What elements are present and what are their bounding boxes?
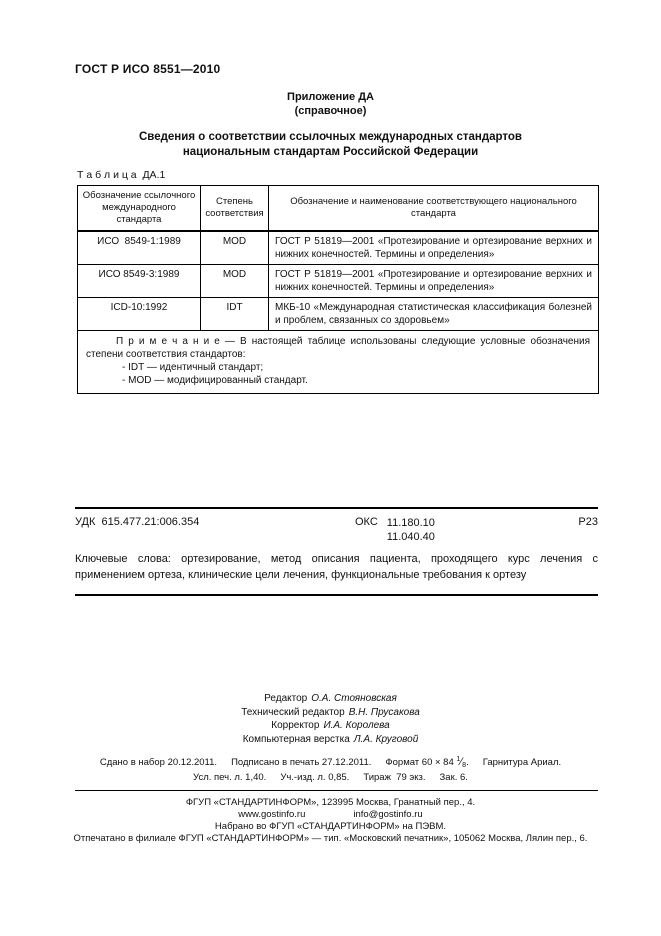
cell-reference: ИСО 8549-1:1989 xyxy=(78,231,201,265)
doc-number: ГОСТ Р ИСО 8551—2010 xyxy=(75,62,221,76)
annex-title: Приложение ДА xyxy=(287,91,374,103)
correspondence-table xyxy=(77,185,599,394)
print-run: Тираж 79 экз. xyxy=(363,772,426,783)
horizontal-rule-top xyxy=(75,507,598,509)
keywords-paragraph: Ключевые слова: ортезирование, метод описания пациента, проходящего курс лечения с применением ортеза, клинические цели лечения, функциональные требования к ортезу xyxy=(75,553,598,581)
staff-name: О.А. Стояновская xyxy=(311,693,397,704)
udk-code: УДК 615.477.21:006.354 xyxy=(75,516,200,528)
printed-note: Отпечатано в филиале ФГУП «СТАНДАРТИНФОРМ» — тип. «Московский печатник», 105062 Москва, Лялин пер., 6. xyxy=(73,833,588,844)
col-header-reference-standard: Обозначение ссылочного международного стандарта xyxy=(78,186,201,232)
col-header-national-standard: Обозначение и наименование соответствующего национального стандарта xyxy=(269,186,599,232)
cell-national: МКБ-10 «Международная статистическая классификация болезней и проблем, связанных со здоровьем» xyxy=(269,298,599,331)
oks-values xyxy=(387,516,435,544)
publisher-website: www.gostinfo.ru xyxy=(238,809,306,820)
table-note-row xyxy=(78,331,599,394)
imprint-line-2 xyxy=(0,772,661,783)
oks-label: ОКС xyxy=(355,516,378,528)
cell-degree: IDT xyxy=(201,298,269,331)
staff-line-tech-editor xyxy=(0,706,661,720)
cell-reference: ИСО 8549-3:1989 xyxy=(78,265,201,298)
note-text: — В настоящей таблице использованы следующие условные обозначения степени соответствия стандартов: xyxy=(86,336,591,360)
oks-value-2: 11.040.40 xyxy=(386,531,435,543)
cell-national: ГОСТ Р 51819—2001 «Протезирование и ортезирование верхних и нижних конечностей. Термины и определения» xyxy=(269,265,599,298)
doc-index: Р23 xyxy=(578,516,598,528)
staff-line-corrector xyxy=(0,719,661,733)
sign-date: Подписано в печать 27.12.2011. xyxy=(231,757,372,768)
format-frac-slash: ⁄ xyxy=(460,756,463,768)
classification-row xyxy=(75,516,598,548)
staff-role: Корректор xyxy=(271,720,320,731)
horizontal-rule-middle xyxy=(75,594,598,596)
publisher-email: info@gostinfo.ru xyxy=(353,809,423,820)
cell-degree: MOD xyxy=(201,265,269,298)
staff-line-layout xyxy=(0,733,661,747)
set-date: Сдано в набор 20.12.2011. xyxy=(99,757,218,768)
staff-role: Компьютерная верстка xyxy=(242,733,350,745)
horizontal-rule-bottom xyxy=(75,790,598,791)
annex-subtitle: (справочное) xyxy=(294,105,367,117)
staff-role: Технический редактор xyxy=(241,706,345,718)
table-header-row xyxy=(78,186,599,232)
table-row xyxy=(78,265,599,298)
conventional-sheets: Усл. печ. л. 1,40. xyxy=(193,772,267,783)
staff-name: В.Н. Прусакова xyxy=(348,706,420,718)
staff-role: Редактор xyxy=(264,693,308,704)
table-caption: Т а б л и ц а ДА.1 xyxy=(77,169,166,181)
imprint-line-1 xyxy=(0,756,661,769)
publisher-address: ФГУП «СТАНДАРТИНФОРМ», 123995 Москва, Гранатный пер., 4. xyxy=(185,797,476,808)
format-frac-num: 1 xyxy=(456,756,461,763)
col-header-degree: Степень соответствия xyxy=(201,186,269,232)
publishing-sheets: Уч.-изд. л. 0,85. xyxy=(280,772,350,783)
publisher-block xyxy=(0,797,661,845)
staff-name: Л.А. Круговой xyxy=(353,733,419,745)
staff-line-editor xyxy=(0,692,661,706)
annex-heading xyxy=(0,90,661,118)
table-row xyxy=(78,231,599,265)
section-title-line1: Сведения о соответствии ссылочных международных стандартов xyxy=(138,131,522,143)
section-title xyxy=(0,130,661,159)
order-number: Зак. 6. xyxy=(439,772,468,783)
section-title-line2: национальным стандартам Российской Федерации xyxy=(182,145,479,158)
format-prefix: Формат 60 × 84 xyxy=(385,757,454,768)
oks-codes xyxy=(355,516,435,544)
note-paragraph xyxy=(86,335,590,361)
table-note xyxy=(78,331,599,394)
publisher-contacts xyxy=(0,809,661,821)
typeface: Гарнитура Ариал. xyxy=(482,757,562,768)
cell-degree: MOD xyxy=(201,231,269,265)
table-row xyxy=(78,298,599,331)
typeset-note: Набрано во ФГУП «СТАНДАРТИНФОРМ» на ПЭВМ. xyxy=(214,821,447,832)
note-item-idt: - IDT — идентичный стандарт; xyxy=(122,362,264,373)
oks-value-1: 11.180.10 xyxy=(386,517,435,529)
note-item-mod: - MOD — модифицированный стандарт. xyxy=(122,375,308,386)
format-frac-den: 8 xyxy=(462,762,467,769)
staff-name: И.А. Королева xyxy=(323,720,390,731)
note-label: П р и м е ч а н и е xyxy=(116,336,220,347)
cell-reference: ICD-10:1992 xyxy=(78,298,201,331)
cell-national: ГОСТ Р 51819—2001 «Протезирование и ортезирование верхних и нижних конечностей. Термины и определения» xyxy=(269,231,599,265)
format xyxy=(385,757,468,768)
format-suffix: . xyxy=(466,757,469,768)
staff-block xyxy=(0,692,661,746)
